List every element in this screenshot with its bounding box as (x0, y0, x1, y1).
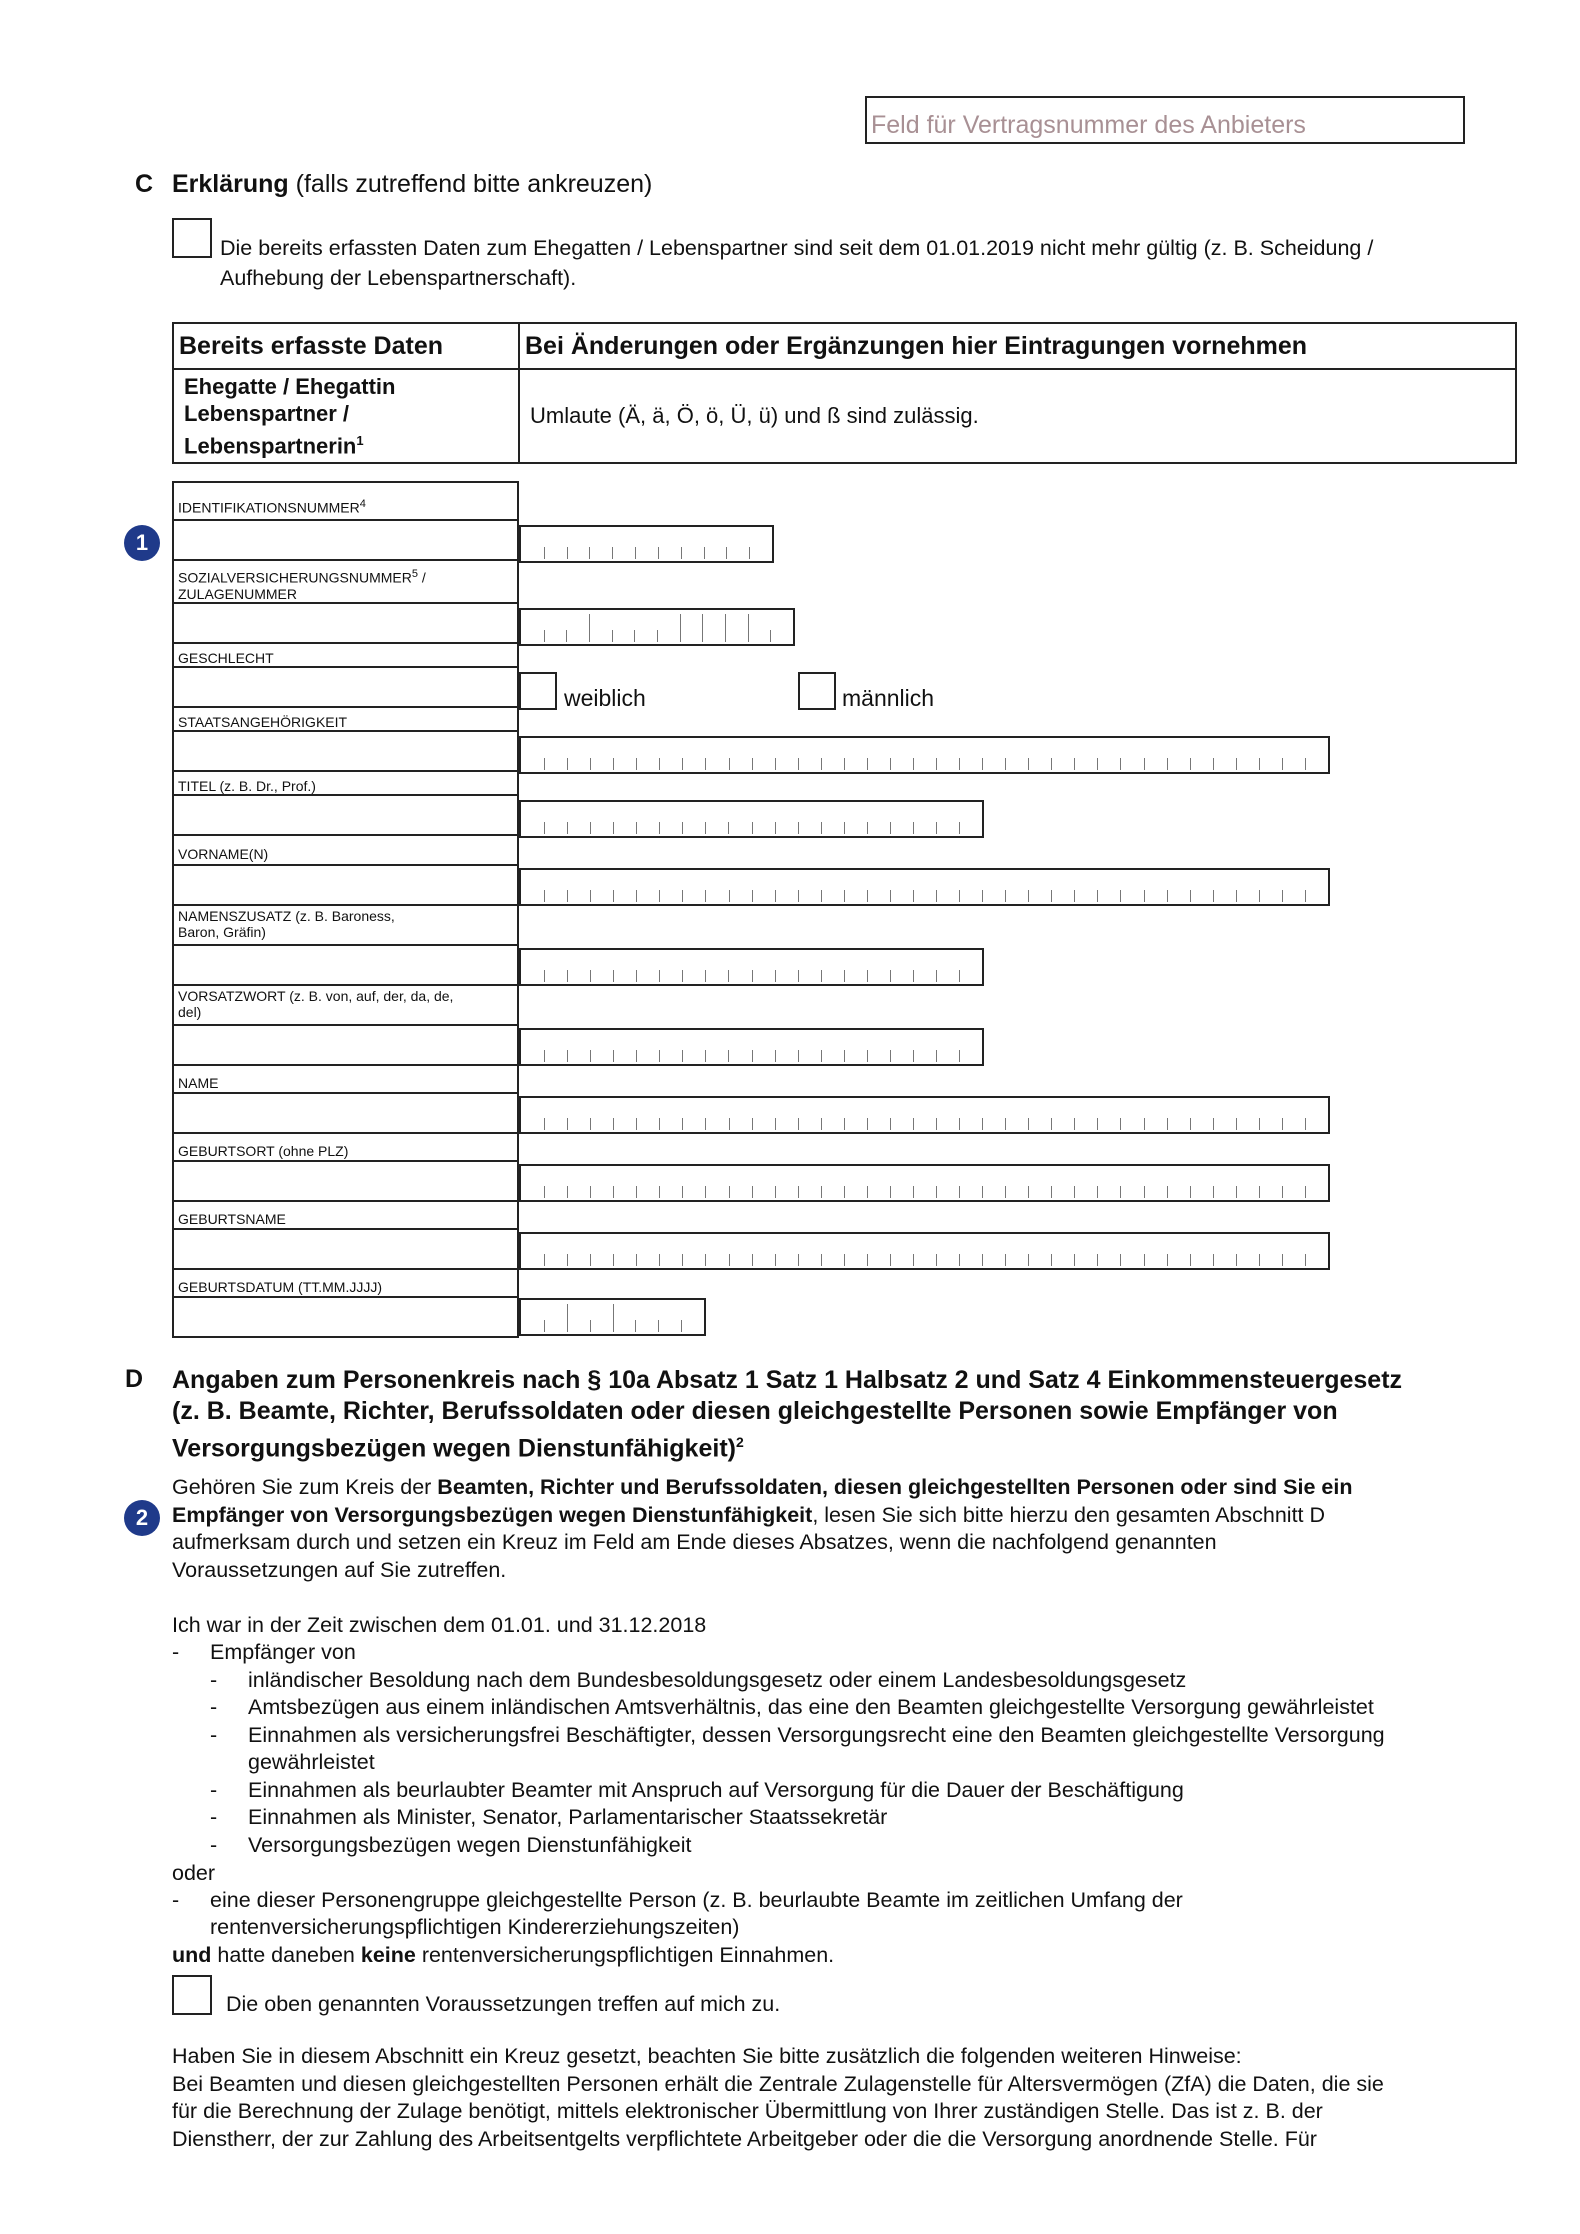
title-input[interactable] (519, 800, 984, 838)
comb-ticks (521, 1300, 704, 1334)
recipient-text: Empfänger von (210, 1640, 356, 1664)
badge-2: 2 (124, 1500, 160, 1536)
firstname-existing-value (172, 866, 519, 906)
declaration-text-1: Die bereits erfassten Daten zum Ehegatten / Lebenspartner sind seit dem 01.01.2019 nicht mehr gültig (z. B. Scheidung / (220, 236, 1374, 260)
section-c-title-suffix: (falls zutreffend bitte ankreuzen) (295, 170, 653, 198)
spouse-label-cell (173, 369, 519, 463)
comb-ticks (521, 610, 793, 644)
intro-1b: Beamten, Richter und Berufssoldaten, diesen gleichgestellten Personen oder sind Sie ein (437, 1475, 1353, 1499)
name-existing-value (172, 1094, 519, 1134)
svn-existing-value (172, 604, 519, 644)
prefix-label-1: VORSATZWORT (z. B. von, auf, der, da, de, (178, 988, 454, 1004)
section-c-title (172, 170, 652, 199)
svn-label-text-2: ZULAGENUMMER (178, 585, 298, 602)
gender-male-label: männlich (842, 685, 935, 711)
or-text: oder (172, 1861, 216, 1885)
firstname-input[interactable] (519, 868, 1330, 906)
id-input[interactable] (519, 525, 774, 563)
id-label-text: IDENTIFIKATIONSNUMMER (178, 499, 360, 516)
gender-female-label: weiblich (564, 685, 646, 711)
list-item: Einnahmen als Minister, Senator, Parlamentarischer Staatssekretär (248, 1805, 888, 1829)
birthname-input[interactable] (519, 1232, 1330, 1270)
section-d-footnote: 2 (735, 1434, 744, 1450)
comb-ticks (521, 738, 1328, 772)
id-label (178, 496, 366, 516)
comb-ticks (521, 802, 982, 836)
dash-item: - (210, 1723, 218, 1747)
nationality-input[interactable] (519, 736, 1330, 774)
prefix-input[interactable] (519, 1028, 984, 1066)
section-d-title-1: Angaben zum Personenkreis nach § 10a Absatz 1 Satz 1 Halbsatz 2 und Satz 4 Einkommensteuergesetz (172, 1366, 1403, 1394)
hint-line-4: Dienstherr, der zur Zahlung des Arbeitsentgelts verpflichtete Arbeitgeber oder die die Versorgung anordnende Stelle. Für (172, 2126, 1317, 2151)
and-end: rentenversicherungspflichtigen Einnahmen. (415, 1943, 835, 1967)
hint-line-2: Bei Beamten und diesen gleichgestellten Personen erhält die Zentrale Zulagenstelle für Altersvermögen (ZfA) die Daten, die sie (172, 2071, 1384, 2096)
and-bold: und (172, 1943, 212, 1967)
badge-1: 1 (124, 525, 160, 561)
dash-item: - (210, 1778, 218, 1802)
section-d-title-3-text: Versorgungsbezügen wegen Dienstunfähigkeit) (172, 1434, 736, 1463)
nationality-existing-value (172, 732, 519, 772)
gender-male-checkbox[interactable] (798, 672, 836, 710)
birthname-existing-value (172, 1230, 519, 1270)
declaration-checkbox[interactable] (172, 218, 212, 258)
list-item: Einnahmen als beurlaubter Beamter mit Anspruch auf Versorgung für die Dauer der Beschäftigung (248, 1778, 1184, 1802)
contract-number-field[interactable] (865, 96, 1465, 144)
section-d-title-2: (z. B. Beamte, Richter, Berufssoldaten oder diesen gleichgestellte Personen sowie Empfänger von (172, 1397, 1338, 1425)
nationality-label: STAATSANGEHÖRIGKEIT (178, 714, 348, 730)
col-header-existing: Bereits erfasste Daten (173, 323, 519, 369)
dash-equiv: - (172, 1888, 180, 1912)
comb-ticks (521, 1098, 1328, 1132)
dash-item: - (210, 1833, 218, 1857)
and-line (172, 1942, 834, 1970)
umlaut-note: Umlaute (Ä, ä, Ö, ö, Ü, ü) und ß sind zulässig. (530, 403, 979, 428)
equiv-line-2: rentenversicherungspflichtigen Kindererziehungszeiten) (210, 1915, 740, 1939)
umlaut-note-cell (519, 369, 1516, 463)
none-bold: keine (360, 1943, 416, 1967)
section-c-letter: C (135, 170, 154, 198)
gender-female-checkbox[interactable] (519, 672, 557, 710)
birthdate-label: GEBURTSDATUM (TT.MM.JJJJ) (178, 1279, 383, 1295)
spouse-label-2: Lebenspartner / (184, 400, 350, 426)
gender-label: GESCHLECHT (178, 650, 274, 666)
col-header-changes: Bei Änderungen oder Ergänzungen hier Eintragungen vornehmen (519, 323, 1516, 369)
intro-2b: Empfänger von Versorgungsbezügen wegen Dienstunfähigkeit (172, 1502, 813, 1527)
dash-item: - (210, 1805, 218, 1829)
intro-2c: , lesen Sie sich bitte hierzu den gesamten Abschnitt D (812, 1502, 1326, 1527)
section-d-intro (172, 1474, 1502, 1584)
section-d-letter: D (125, 1365, 144, 1393)
namesuffix-existing-value (172, 946, 519, 986)
birthplace-existing-value (172, 1162, 519, 1202)
hint-paragraph (172, 2043, 1502, 2153)
namesuffix-input[interactable] (519, 948, 984, 986)
section-d-title (172, 1365, 1402, 1464)
comb-ticks (521, 1030, 982, 1064)
svn-footnote: 5 (411, 568, 419, 580)
comb-ticks (521, 870, 1328, 904)
id-footnote: 4 (359, 498, 366, 510)
declaration-text-2: Aufhebung der Lebenspartnerschaft). (220, 266, 577, 290)
data-header-table (172, 322, 1517, 464)
gender-existing-value (172, 668, 519, 708)
firstname-label: VORNAME(N) (178, 846, 269, 862)
equiv-line-1: eine dieser Personengruppe gleichgestellte Person (z. B. beurlaubte Beamte im zeitlichen Umfang der (210, 1888, 1183, 1912)
and-mid: hatte daneben (211, 1943, 361, 1967)
prefix-existing-value (172, 1026, 519, 1066)
dash-item: - (210, 1668, 218, 1692)
conditions-text: Die oben genannten Voraussetzungen treffen auf mich zu. (226, 1992, 781, 2016)
birthplace-input[interactable] (519, 1164, 1330, 1202)
svn-label (178, 566, 426, 602)
list-item: Einnahmen als versicherungsfrei Beschäftigter, dessen Versorgungsrecht eine den Beamten gleichgestellte Versorgung (248, 1723, 1385, 1747)
comb-ticks (521, 1234, 1328, 1268)
namesuffix-label (178, 908, 395, 940)
comb-ticks (521, 527, 772, 561)
dash-recipient: - (172, 1640, 180, 1664)
dash-item: - (210, 1695, 218, 1719)
hint-line-3: für die Berechnung der Zulage benötigt, mittels elektronischer Übermittlung von Ihrer zuständigen Stelle. Das ist z. B. der (172, 2099, 1323, 2123)
list-item: Amtsbezügen aus einem inländischen Amtsverhältnis, das eine den Beamten gleichgestellte Versorgung gewährleistet (248, 1695, 1374, 1719)
prefix-label (178, 988, 453, 1020)
svn-label-text: SOZIALVERSICHERUNGSNUMMER (178, 569, 412, 586)
intro-1a: Gehören Sie zum Kreis der (172, 1475, 438, 1499)
spouse-label-3 (184, 427, 508, 459)
spouse-label-3-text: Lebenspartnerin (184, 433, 357, 459)
prefix-label-2: del) (178, 1004, 202, 1020)
period-text: Ich war in der Zeit zwischen dem 01.01. und 31.12.2018 (172, 1613, 707, 1637)
title-existing-value (172, 796, 519, 836)
comb-ticks (521, 1166, 1328, 1200)
intro-line-4: Voraussetzungen auf Sie zutreffen. (172, 1557, 507, 1582)
list-item: Versorgungsbezügen wegen Dienstunfähigkeit (248, 1833, 692, 1857)
namesuffix-label-1: NAMENSZUSATZ (z. B. Baroness, (178, 908, 395, 924)
name-label-box (172, 1066, 519, 1094)
intro-line-1 (172, 1474, 1502, 1502)
comb-ticks (521, 950, 982, 984)
birthplace-label: GEBURTSORT (ohne PLZ) (178, 1143, 349, 1159)
birthname-label: GEBURTSNAME (178, 1211, 286, 1227)
section-d-title-3 (172, 1427, 1402, 1464)
section-c-title-bold: Erklärung (172, 170, 289, 198)
list-item-cont: gewährleistet (248, 1750, 375, 1774)
intro-line-2 (172, 1502, 1502, 1530)
hint-line-1: Haben Sie in diesem Abschnitt ein Kreuz gesetzt, beachten Sie bitte zusätzlich die folgenden weiteren Hinweise: (172, 2044, 1242, 2068)
id-existing-value (172, 521, 519, 561)
name-label: NAME (178, 1075, 219, 1091)
spouse-footnote: 1 (356, 432, 364, 448)
birthdate-existing-value (172, 1298, 519, 1338)
spouse-label-1: Ehegatte / Ehegattin (184, 373, 396, 399)
svn-label-slash: / (418, 569, 426, 586)
conditions-checkbox[interactable] (172, 1975, 212, 2015)
namesuffix-label-2: Baron, Gräfin) (178, 924, 266, 940)
svn-input[interactable] (519, 608, 795, 646)
title-label: TITEL (z. B. Dr., Prof.) (178, 778, 316, 794)
contract-number-placeholder: Feld für Vertragsnummer des Anbieters (871, 111, 1306, 139)
list-item: inländischer Besoldung nach dem Bundesbesoldungsgesetz oder einem Landesbesoldungsgesetz (248, 1668, 1187, 1692)
name-input[interactable] (519, 1096, 1330, 1134)
intro-line-3: aufmerksam durch und setzen ein Kreuz im Feld am Ende dieses Absatzes, wenn die nachfolgend genannten (172, 1530, 1217, 1554)
birthdate-input[interactable] (519, 1298, 706, 1336)
